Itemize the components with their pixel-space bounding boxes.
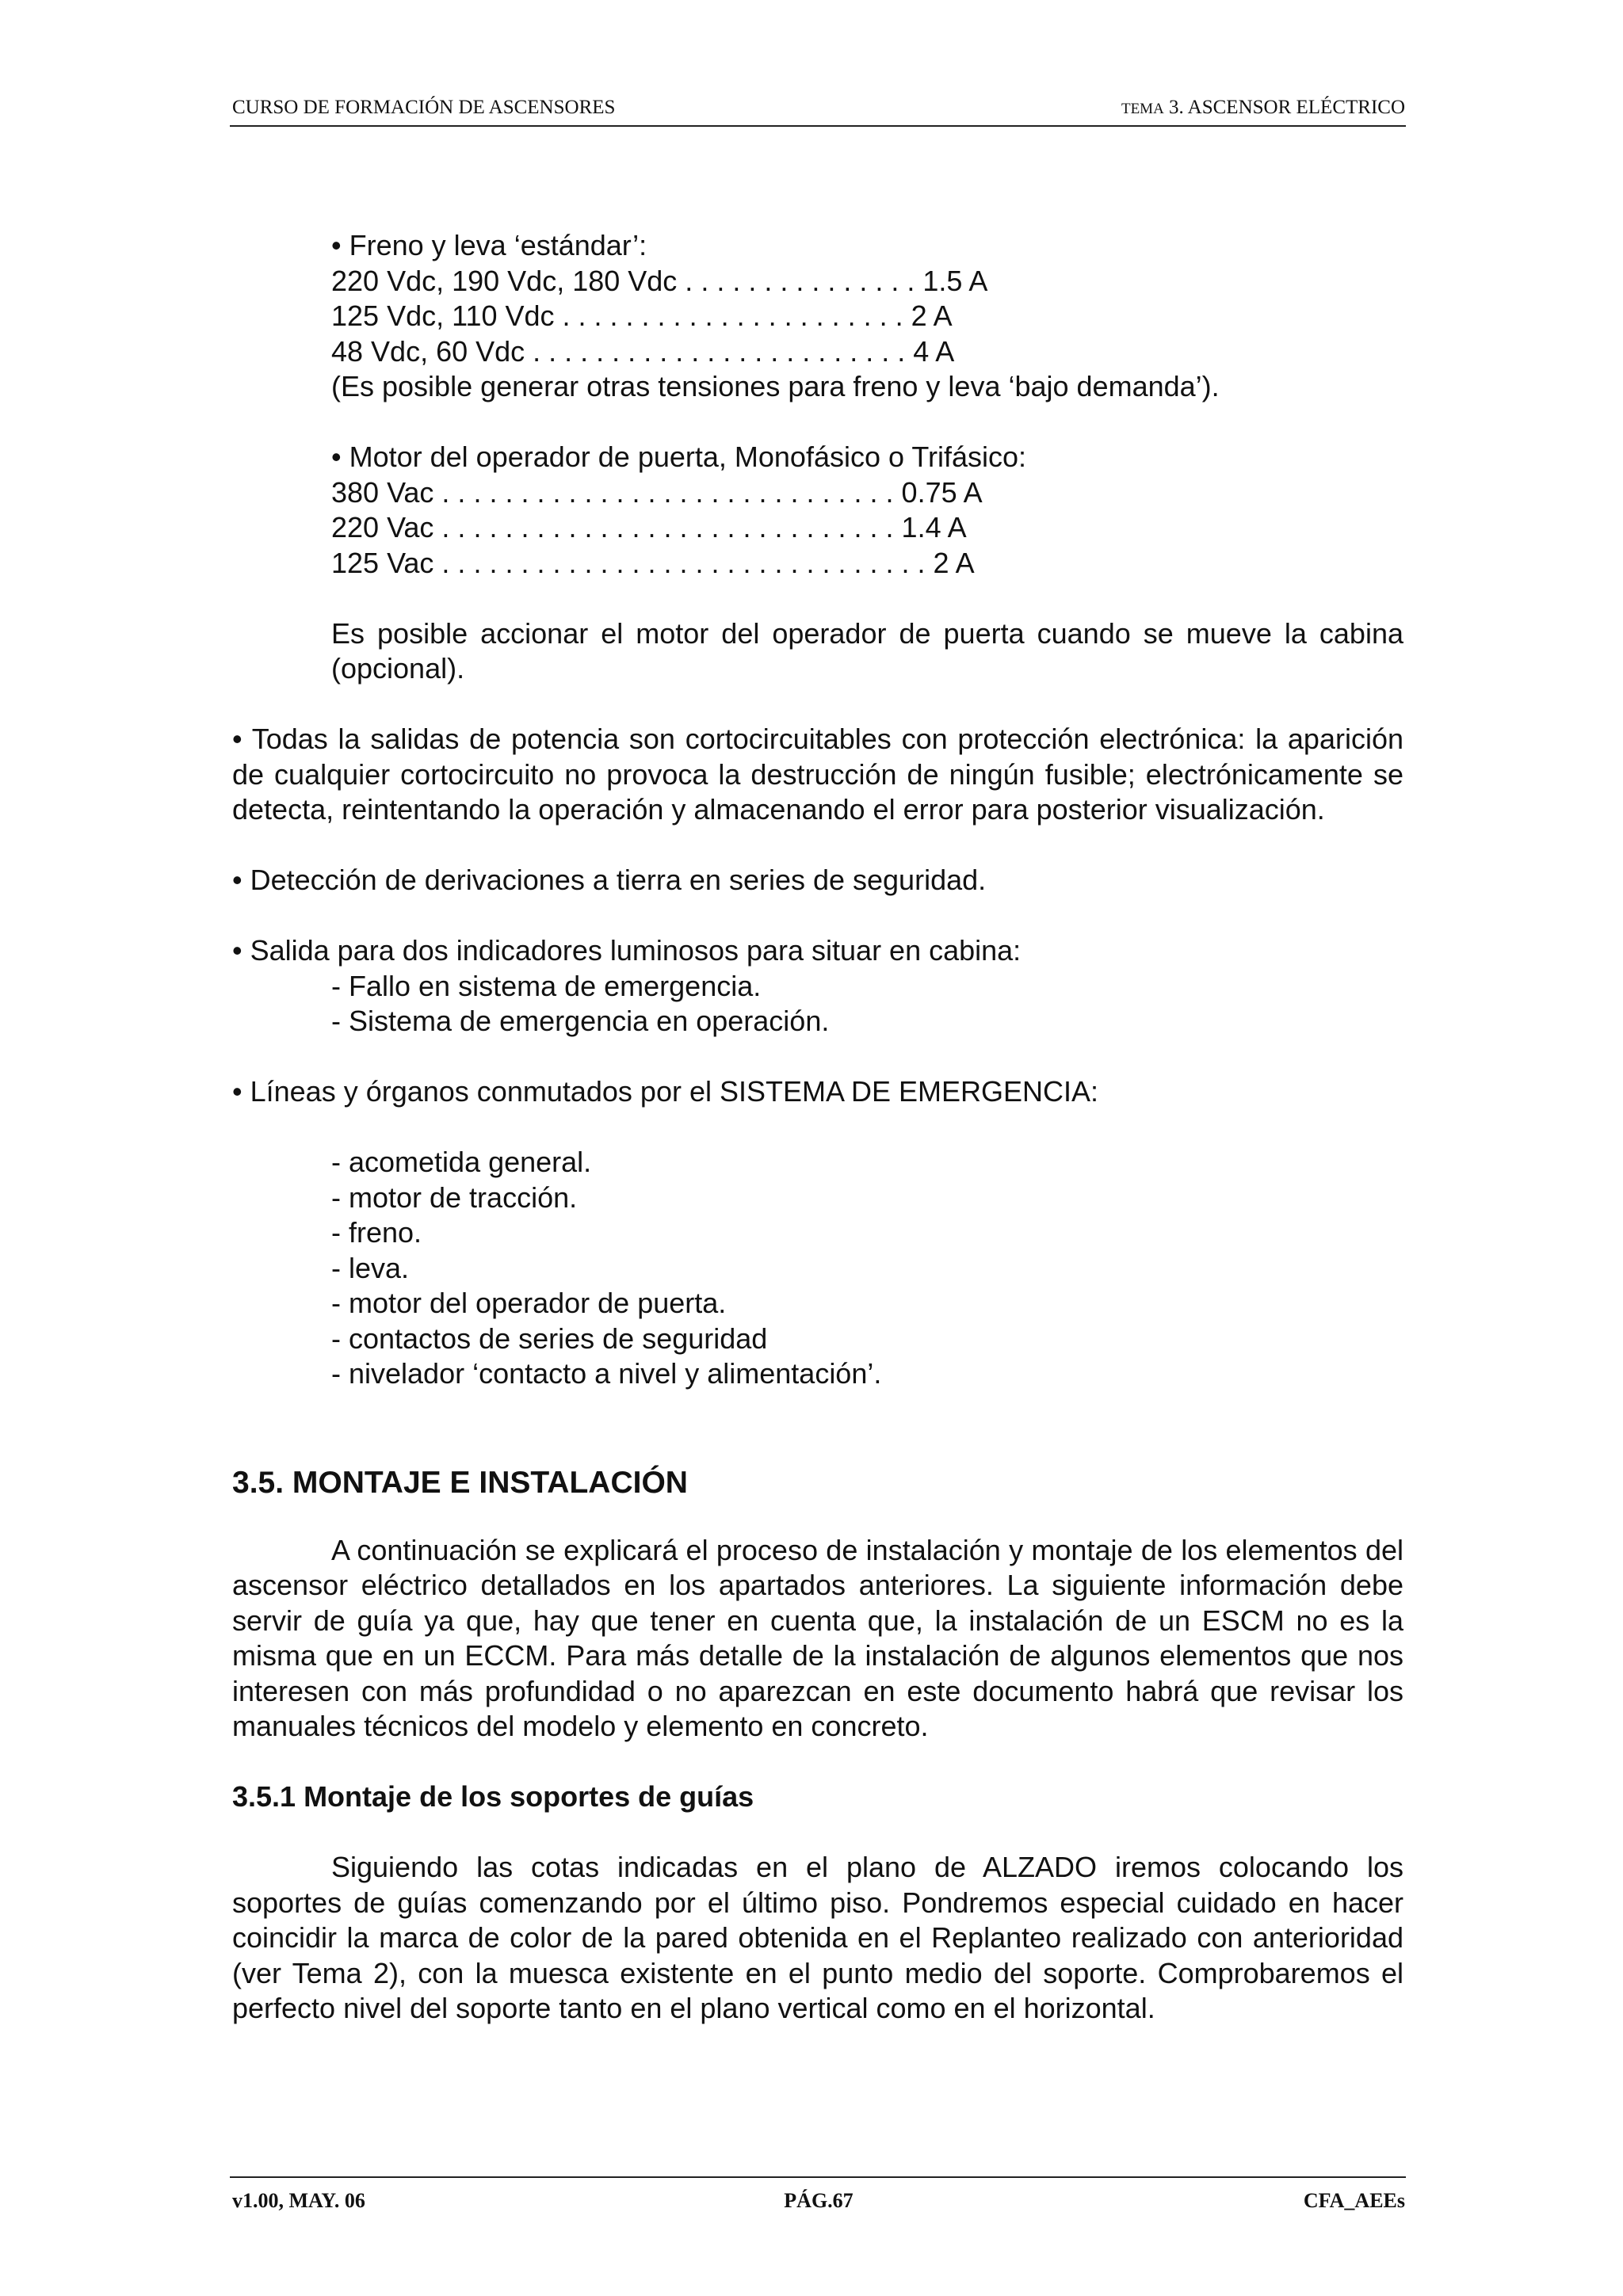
motor-line: 125 Vac . . . . . . . . . . . . . . . . . . . . . . . . . . . . . . . 2 A	[331, 546, 975, 579]
motor-note: Es posible accionar el motor del operador de puerta cuando se mueve la cabina (opcional).	[331, 616, 1403, 685]
section-heading: 3.5. MONTAJE E INSTALACIÓN	[232, 1465, 688, 1500]
footer-version: v1.00, MAY. 06	[232, 2189, 365, 2212]
freno-title: • Freno y leva ‘estándar’:	[331, 229, 647, 261]
list-item: - nivelador ‘contacto a nivel y alimentación’.	[331, 1357, 882, 1390]
list-item: - contactos de series de seguridad	[331, 1322, 768, 1355]
page-header	[232, 97, 1405, 125]
freno-line: 125 Vdc, 110 Vdc . . . . . . . . . . . . . . . . . . . . . . 2 A	[331, 299, 953, 332]
header-rule	[230, 125, 1406, 127]
indicadores-list	[232, 969, 1403, 1039]
page-footer	[232, 2189, 1405, 2218]
salidas-paragraph: • Todas la salidas de potencia son cortocircuitables con protección electrónica: la aparición de cualquier cortocircuito no provoca la destrucción de ningún fusible; electrónicamente se detecta, reintentando la operación y almacenando el error para posterior visualización.	[232, 723, 1403, 826]
motor-title: • Motor del operador de puerta, Monofásico o Trifásico:	[331, 441, 1027, 473]
freno-line: 220 Vdc, 190 Vdc, 180 Vdc . . . . . . . . . . . . . . . 1.5 A	[331, 264, 988, 297]
list-item: - freno.	[331, 1216, 422, 1249]
freno-note: (Es posible generar otras tensiones para freno y leva ‘bajo demanda’).	[331, 370, 1220, 402]
list-item: - acometida general.	[331, 1146, 592, 1178]
header-chapter-title: 3. ASCENSOR ELÉCTRICO	[1163, 97, 1405, 118]
indicadores-title: • Salida para dos indicadores luminosos para situar en cabina:	[232, 934, 1022, 967]
motor-line: 220 Vac . . . . . . . . . . . . . . . . . . . . . . . . . . . . . 1.4 A	[331, 511, 967, 543]
motor-line: 380 Vac . . . . . . . . . . . . . . . . . . . . . . . . . . . . . 0.75 A	[331, 475, 983, 509]
lineas-title: • Líneas y órganos conmutados por el SISTEMA DE EMERGENCIA:	[232, 1075, 1099, 1108]
deteccion-paragraph: • Detección de derivaciones a tierra en series de seguridad.	[232, 864, 987, 896]
footer-doc-code: CFA_AEEs	[1303, 2189, 1405, 2212]
list-item: - leva.	[331, 1251, 410, 1284]
lineas-list	[232, 1145, 1403, 1392]
section-paragraph: A continuación se explicará el proceso de instalación y montaje de los elementos del ascensor eléctrico detallados en los apartados anteriores. La siguiente información debe servir de guía ya que, hay que tener en cuenta que, la instalación de un ESCM no es la misma que en un ECCM. Para más detalle de la instalación de algunos elementos que nos interesen con más profundidad o no aparezcan en este documento habrá que revisar los manuales técnicos del modelo y elemento en concreto.	[232, 1533, 1403, 1742]
freno-block	[232, 228, 1403, 405]
header-course-title: CURSO DE FORMACIÓN DE ASCENSORES	[232, 97, 616, 118]
freno-line: 48 Vdc, 60 Vdc . . . . . . . . . . . . . . . . . . . . . . . . 4 A	[331, 334, 955, 368]
footer-page-number: PÁG.67	[784, 2189, 854, 2212]
header-chapter	[1121, 97, 1405, 119]
list-item: - motor de tracción.	[331, 1180, 578, 1214]
list-item: - Sistema de emergencia en operación.	[331, 1005, 830, 1037]
footer-rule	[230, 2176, 1406, 2178]
document-body	[232, 228, 1403, 2027]
subsection-heading: 3.5.1 Montaje de los soportes de guías	[232, 1780, 754, 1813]
list-item: - Fallo en sistema de emergencia.	[331, 969, 762, 1002]
subsection-paragraph: Siguiendo las cotas indicadas en el plano de ALZADO iremos colocando los soportes de guías comenzando por el último piso. Pondremos especial cuidado en hacer coincidir la marca de color de la pared obtenida en el Replanteo realizado con anterioridad (ver Tema 2), con la muesca existente en el punto medio del soporte. Comprobaremos el perfecto nivel del soporte tanto en el plano vertical como en el horizontal.	[232, 1851, 1403, 2024]
motor-block	[232, 440, 1403, 687]
header-tema-label: TEMA	[1121, 101, 1164, 117]
list-item: - motor del operador de puerta.	[331, 1287, 727, 1319]
